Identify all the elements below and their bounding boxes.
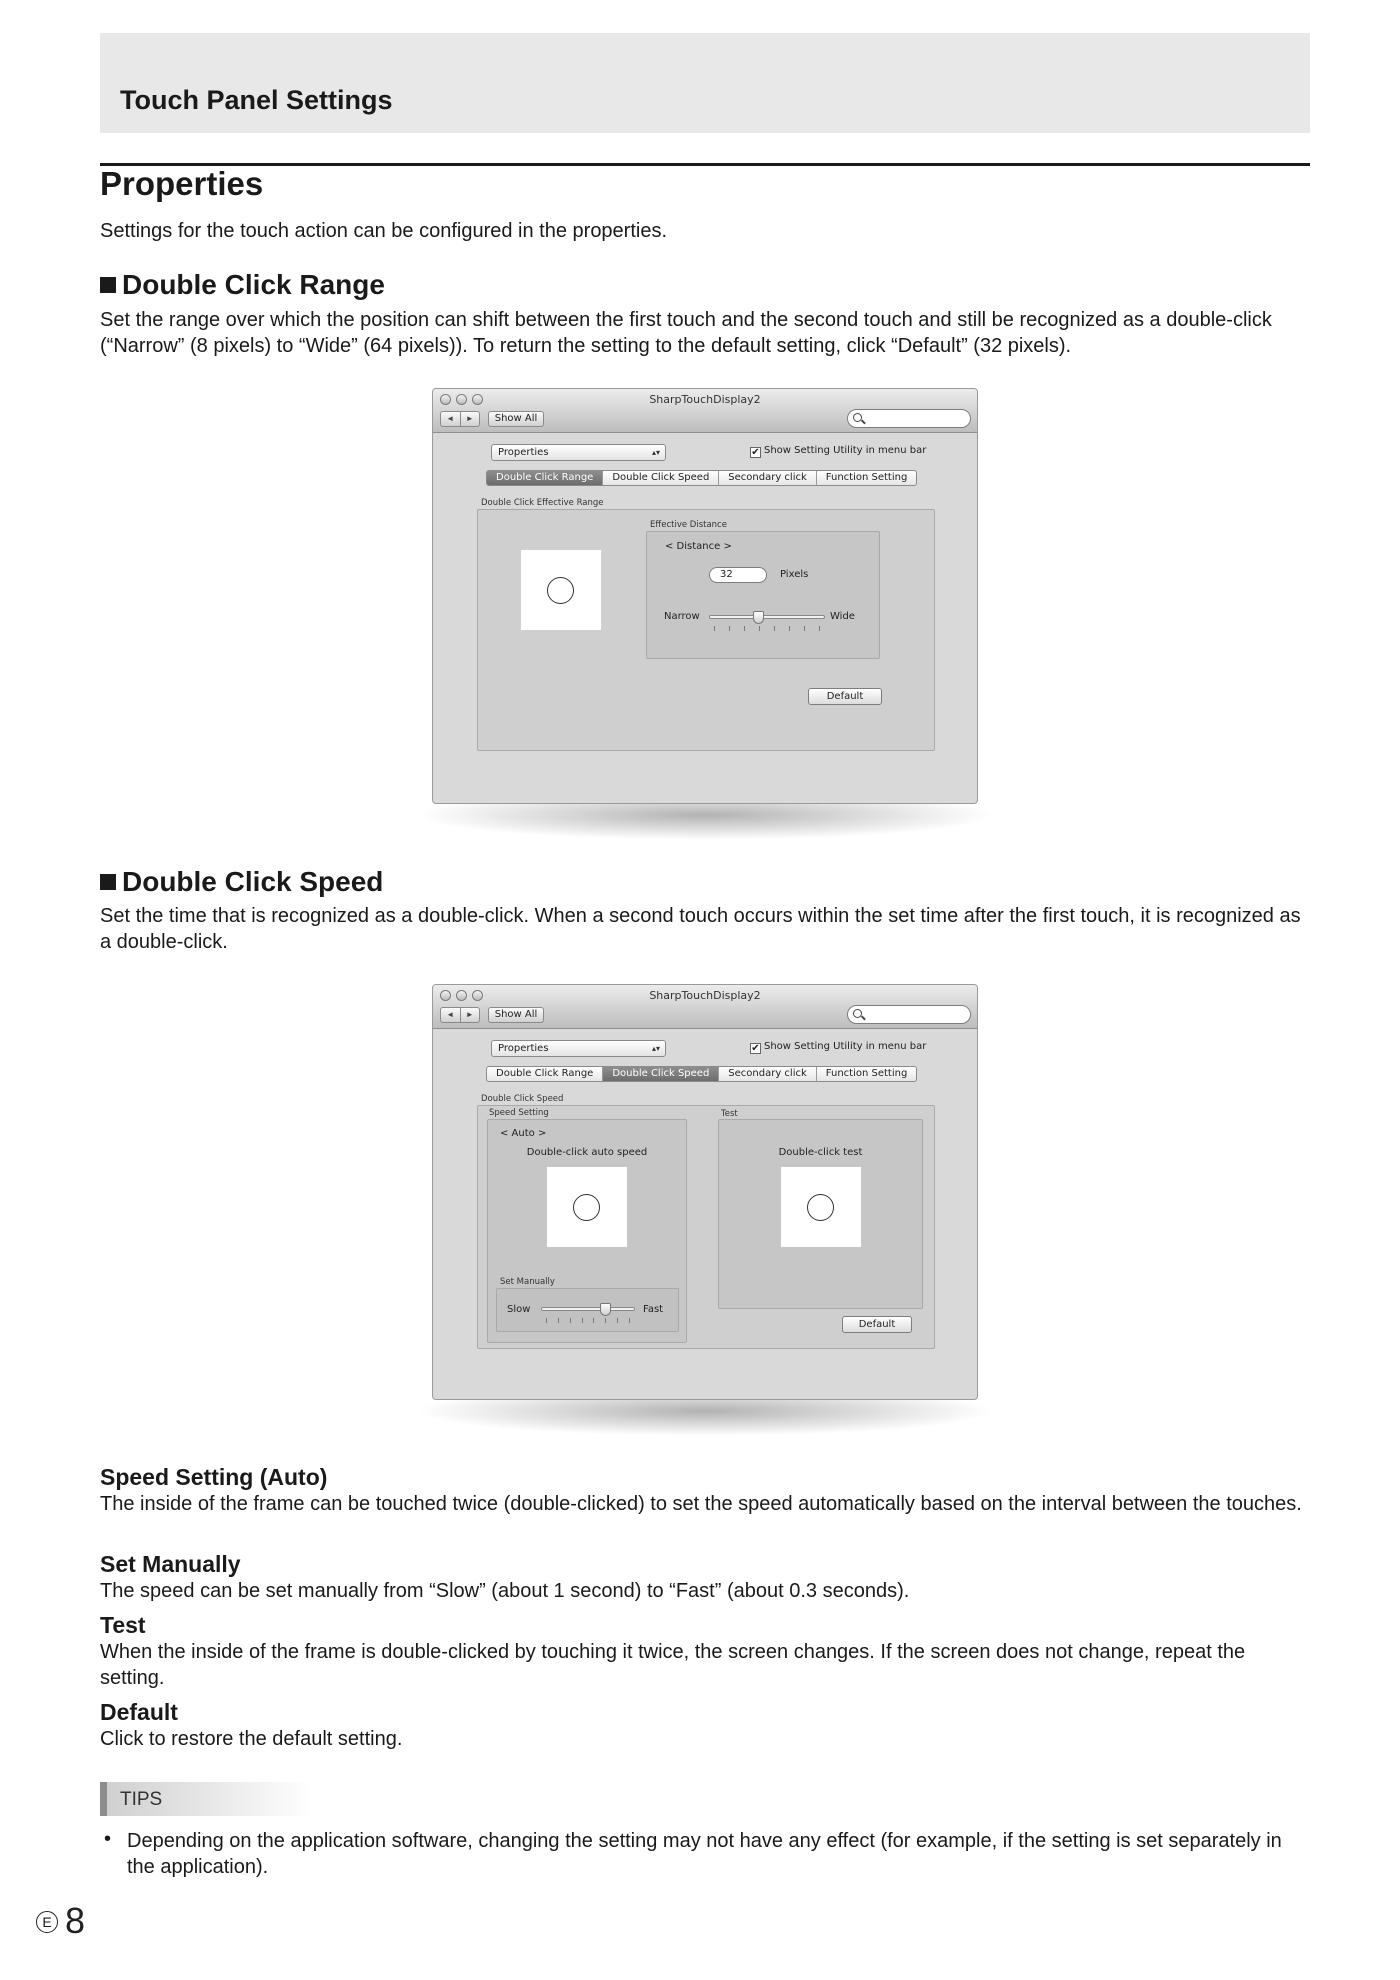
slow-label: Slow xyxy=(507,1304,531,1315)
slider-ticks xyxy=(714,626,820,631)
menu-bar-checkbox[interactable]: ✔ Show Setting Utility in menu bar xyxy=(751,445,927,458)
intro-text: Settings for the touch action can be configured in the properties. xyxy=(100,220,668,242)
item-heading: Test xyxy=(100,1612,146,1638)
speed-slider[interactable] xyxy=(541,1307,635,1311)
tab-function-setting[interactable]: Function Setting xyxy=(816,471,917,485)
slider-thumb[interactable] xyxy=(753,611,764,624)
search-input[interactable] xyxy=(847,1005,971,1024)
page-number: 8 xyxy=(65,1900,86,1941)
range-group-label: Double Click Effective Range xyxy=(481,498,604,508)
properties-dropdown[interactable]: Properties ▴▾ xyxy=(491,444,666,461)
show-all-button[interactable]: Show All xyxy=(488,1007,544,1023)
checkmark-icon: ✔ xyxy=(751,447,760,458)
tab-function-setting[interactable]: Function Setting xyxy=(816,1067,917,1081)
nav-buttons[interactable] xyxy=(440,411,480,427)
properties-dropdown[interactable]: Properties ▴▾ xyxy=(491,1040,666,1057)
bullet-icon: • xyxy=(104,1828,112,1850)
item-text: Click to restore the default setting. xyxy=(100,1728,403,1750)
updown-arrows-icon: ▴▾ xyxy=(651,1044,660,1053)
slider-ticks xyxy=(546,1318,630,1323)
speed-group-label: Double Click Speed xyxy=(481,1094,564,1104)
back-arrow-icon[interactable]: ◄ xyxy=(446,1010,455,1019)
range-screenshot xyxy=(432,388,978,804)
auto-caption: Double-click auto speed xyxy=(526,1147,648,1158)
test-group-label: Test xyxy=(721,1109,738,1119)
dcr-heading: Double Click Range xyxy=(100,269,385,301)
tips-label: TIPS xyxy=(120,1789,163,1810)
tab-bar xyxy=(486,470,917,486)
unit-label: Pixels xyxy=(780,569,809,580)
show-all-button[interactable]: Show All xyxy=(488,411,544,427)
tab-secondary-click[interactable]: Secondary click xyxy=(718,1067,815,1081)
language-badge: E xyxy=(36,1911,58,1933)
prefs-window xyxy=(432,984,978,1400)
tab-double-click-range[interactable]: Double Click Range xyxy=(496,1068,594,1079)
speed-setting-label: Speed Setting xyxy=(489,1108,549,1118)
circle-icon xyxy=(547,577,574,604)
distance-slider[interactable] xyxy=(709,615,825,619)
dcs-text: Set the time that is recognized as a double-click. When a second touch occurs within the set time after the first touch, it is recognized as a double-click. xyxy=(100,905,1301,953)
item-heading: Speed Setting (Auto) xyxy=(100,1464,328,1490)
item-heading: Set Manually xyxy=(100,1551,241,1577)
tab-double-click-speed[interactable]: Double Click Speed xyxy=(602,1067,718,1081)
item-text: The inside of the frame can be touched twice (double-clicked) to set the speed automatically based on the interval between the touches. xyxy=(100,1493,1302,1515)
menu-bar-checkbox[interactable]: ✔ Show Setting Utility in menu bar xyxy=(751,1041,927,1054)
distance-value-field[interactable]: 32 xyxy=(709,567,767,583)
tab-bar xyxy=(486,1066,917,1082)
test-caption: Double-click test xyxy=(778,1147,863,1158)
default-button[interactable]: Default xyxy=(842,1316,912,1333)
window-titlebar xyxy=(433,389,977,433)
circle-icon xyxy=(807,1194,834,1221)
dcs-heading: Double Click Speed xyxy=(100,866,383,898)
manual-group-label: Set Manually xyxy=(500,1277,555,1287)
test-area[interactable] xyxy=(521,550,601,630)
window-title: SharpTouchDisplay2 xyxy=(649,393,761,406)
test-area[interactable] xyxy=(781,1167,861,1247)
auto-speed-area[interactable] xyxy=(547,1167,627,1247)
wide-label: Wide xyxy=(830,611,855,622)
auto-title: < Auto > xyxy=(500,1128,547,1139)
speed-group xyxy=(477,1105,935,1349)
checkmark-icon: ✔ xyxy=(751,1043,760,1054)
nav-buttons[interactable] xyxy=(440,1007,480,1023)
search-input[interactable] xyxy=(847,409,971,428)
speed-screenshot xyxy=(432,984,978,1400)
updown-arrows-icon: ▴▾ xyxy=(651,448,660,457)
tips-label-box xyxy=(100,1782,312,1816)
manual-group xyxy=(496,1288,679,1332)
tab-double-click-range[interactable]: Double Click Range xyxy=(487,471,602,485)
banner-title: Touch Panel Settings xyxy=(120,85,393,115)
slider-thumb[interactable] xyxy=(600,1303,611,1316)
dcr-text: Set the range over which the position can shift between the first touch and the second touch and still be recognized as a double-click (“Narrow” (8 pixels) to “Wide” (64 pixels)). To return the setting to the default setting, click “Default” (32 pixels). xyxy=(100,309,1272,357)
item-text: The speed can be set manually from “Slow” (about 1 second) to “Fast” (about 0.3 seconds). xyxy=(100,1580,910,1602)
default-button[interactable]: Default xyxy=(808,688,882,705)
window-titlebar xyxy=(433,985,977,1029)
prefs-window xyxy=(432,388,978,804)
square-bullet-icon xyxy=(100,277,116,293)
circle-icon xyxy=(573,1194,600,1221)
forward-arrow-icon[interactable]: ► xyxy=(460,412,480,426)
range-group xyxy=(477,509,935,751)
item-text: When the inside of the frame is double-clicked by touching it twice, the screen changes. If the screen does not change, repeat the setting. xyxy=(100,1641,1246,1689)
window-title: SharpTouchDisplay2 xyxy=(649,989,761,1002)
square-bullet-icon xyxy=(100,874,116,890)
fast-label: Fast xyxy=(643,1304,664,1315)
item-heading: Default xyxy=(100,1699,178,1725)
section-banner xyxy=(100,33,1310,133)
narrow-label: Narrow xyxy=(664,611,700,622)
speed-setting-group xyxy=(487,1119,687,1343)
heading-rule xyxy=(100,163,1310,166)
page-title: Properties xyxy=(100,165,264,202)
distance-group xyxy=(646,531,880,659)
tips-text: Depending on the application software, changing the setting may not have any effect (for example, if the setting is set separately in the application). xyxy=(127,1830,1282,1878)
back-arrow-icon[interactable]: ◄ xyxy=(446,414,455,423)
distance-group-label: Effective Distance xyxy=(650,520,727,530)
tab-secondary-click[interactable]: Secondary click xyxy=(718,471,815,485)
search-icon xyxy=(853,1009,862,1018)
forward-arrow-icon[interactable]: ► xyxy=(460,1008,480,1022)
distance-title: < Distance > xyxy=(665,541,732,552)
tab-double-click-speed[interactable]: Double Click Speed xyxy=(602,471,718,485)
search-icon xyxy=(853,413,862,422)
test-group xyxy=(718,1119,923,1309)
